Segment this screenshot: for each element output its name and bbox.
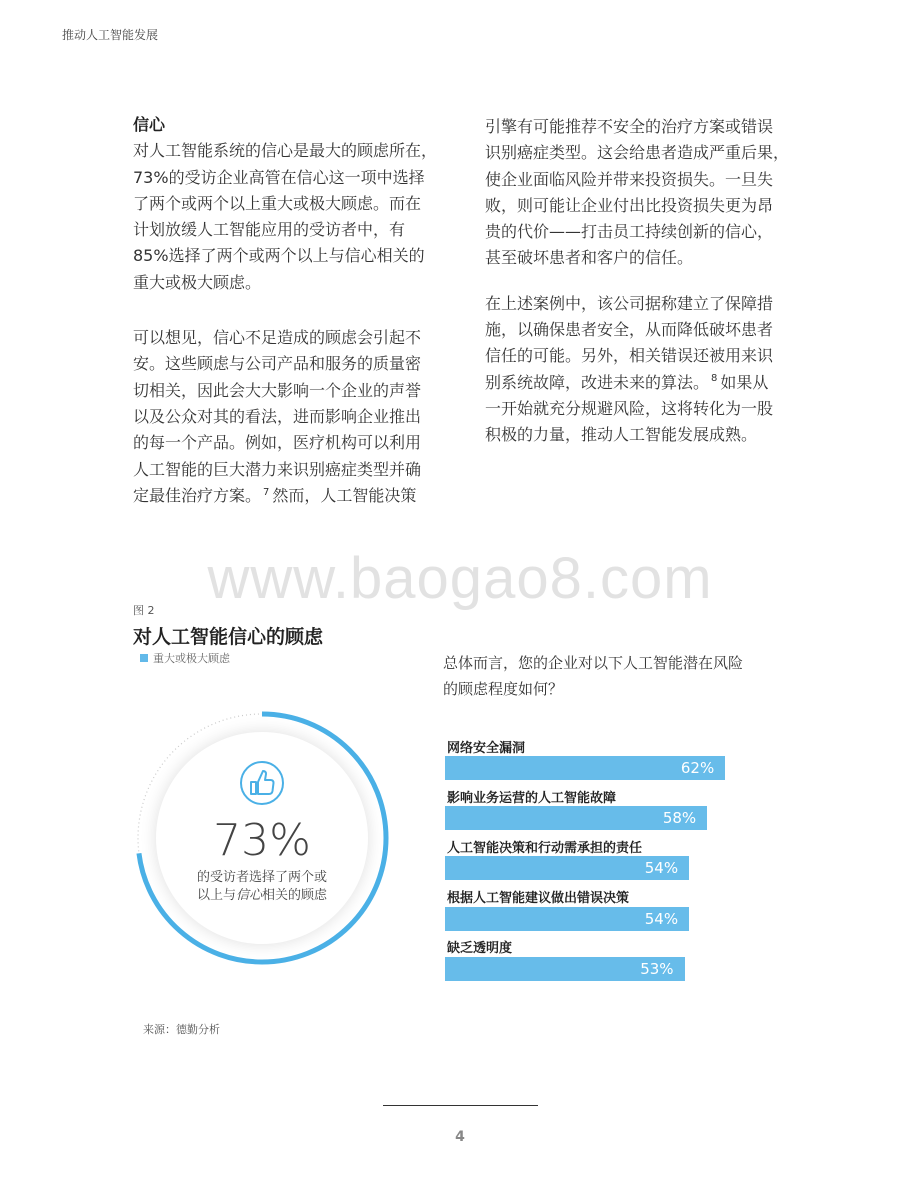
legend [140, 650, 230, 666]
donut-caption-line1: 的受访者选择了两个或 [196, 870, 327, 885]
bar-value-label: 58% [662, 809, 697, 828]
figure-title: 对人工智能信心的顾虑 [133, 626, 324, 648]
section-heading: 信心 [133, 115, 166, 134]
footer-divider [383, 1105, 538, 1106]
bar-value-label: 53% [640, 959, 674, 978]
bar-label: 人工智能决策和行动需承担的责任 [447, 841, 643, 856]
bar [445, 806, 707, 830]
bar-value-label: 62% [680, 759, 715, 777]
bar [445, 756, 725, 780]
bar-label: 影响业务运营的人工智能故障 [447, 791, 617, 806]
paragraph-text: 如果从 一开始就充分规避风险，这将转化为一股 积极的力量，推动人工智能发展成熟。 [485, 372, 774, 445]
left-text-column [133, 112, 453, 509]
paragraph-text: 可以想见，信心不足造成的顾虑会引起不 安。这些顾虑与公司产品和服务的质量密 切相关，因此会大大影响一个企业的声誉 以及公众对其的看法，进而影响企业推出 的每一个产品。例如，医疗机构可以利用 人工智能的巨大潜力来识别癌症类型并确 定最佳治疗方案。 [133, 328, 422, 505]
caption-emphasis: 信心 [235, 888, 262, 903]
footnote-marker[interactable]: 8 [711, 373, 718, 385]
caption-text: 以上与 [196, 888, 236, 903]
donut-value-label: 73% [213, 815, 311, 866]
paragraph-text: 在上述案例中，该公司据称建立了保障措 施，以确保患者安全，从而降低破坏患者 信任的可能。另外，相关错误还被用来识 别系统故障，改进未来的算法。 [485, 293, 774, 392]
page-number: 4 [455, 1129, 465, 1145]
caption-text: 相关的顾虑 [262, 888, 328, 903]
bar [445, 856, 689, 880]
paragraph [485, 291, 805, 449]
source-note: 来源：德勤分析 [143, 1023, 220, 1036]
legend-label: 重大或极大顾虑 [153, 652, 230, 665]
legend-swatch [140, 654, 148, 662]
bar-value-label: 54% [644, 859, 679, 878]
thumbs-up-icon [238, 759, 286, 807]
bar-value-label: 54% [644, 909, 679, 928]
paragraph: 对人工智能系统的信心是最大的顾虑所在， 73%的受访企业高管在信心这一项中选择 了两个或两个以上重大或极大顾虑。而在 计划放缓人工智能应用的受访者中，有 85%选择了两个或两个以上与信心相关的 重大或极大顾虑。 [133, 141, 438, 292]
bar-label: 根据人工智能建议做出错误决策 [447, 891, 630, 906]
watermark: www.baogao8.com [207, 546, 713, 611]
paragraph-text: 然而，人工智能决策 [272, 485, 417, 505]
bar-label: 缺乏透明度 [447, 941, 513, 956]
bar [445, 957, 685, 981]
right-text-column [485, 114, 805, 449]
bar [445, 907, 689, 931]
paragraph: 引擎有可能推荐不安全的治疗方案或错误 识别癌症类型。这会给患者造成严重后果， 使企业面临风险并带来投资损失。一旦失 败，则可能让企业付出比投资损失更为昂 贵的代价——打击员工持续创新的信心， 甚至破坏患者和客户的信任。 [485, 117, 790, 268]
bar-label: 网络安全漏洞 [447, 741, 526, 756]
running-header-title: 推动人工智能发展 [62, 28, 159, 42]
figure-number: 图 2 [133, 604, 155, 617]
footnote-marker[interactable]: 7 [263, 486, 270, 498]
paragraph [133, 325, 453, 509]
chart-question: 总体而言，您的企业对以下人工智能潜在风险 的顾虑程度如何？ [443, 654, 744, 698]
donut-caption-line2 [162, 887, 362, 905]
